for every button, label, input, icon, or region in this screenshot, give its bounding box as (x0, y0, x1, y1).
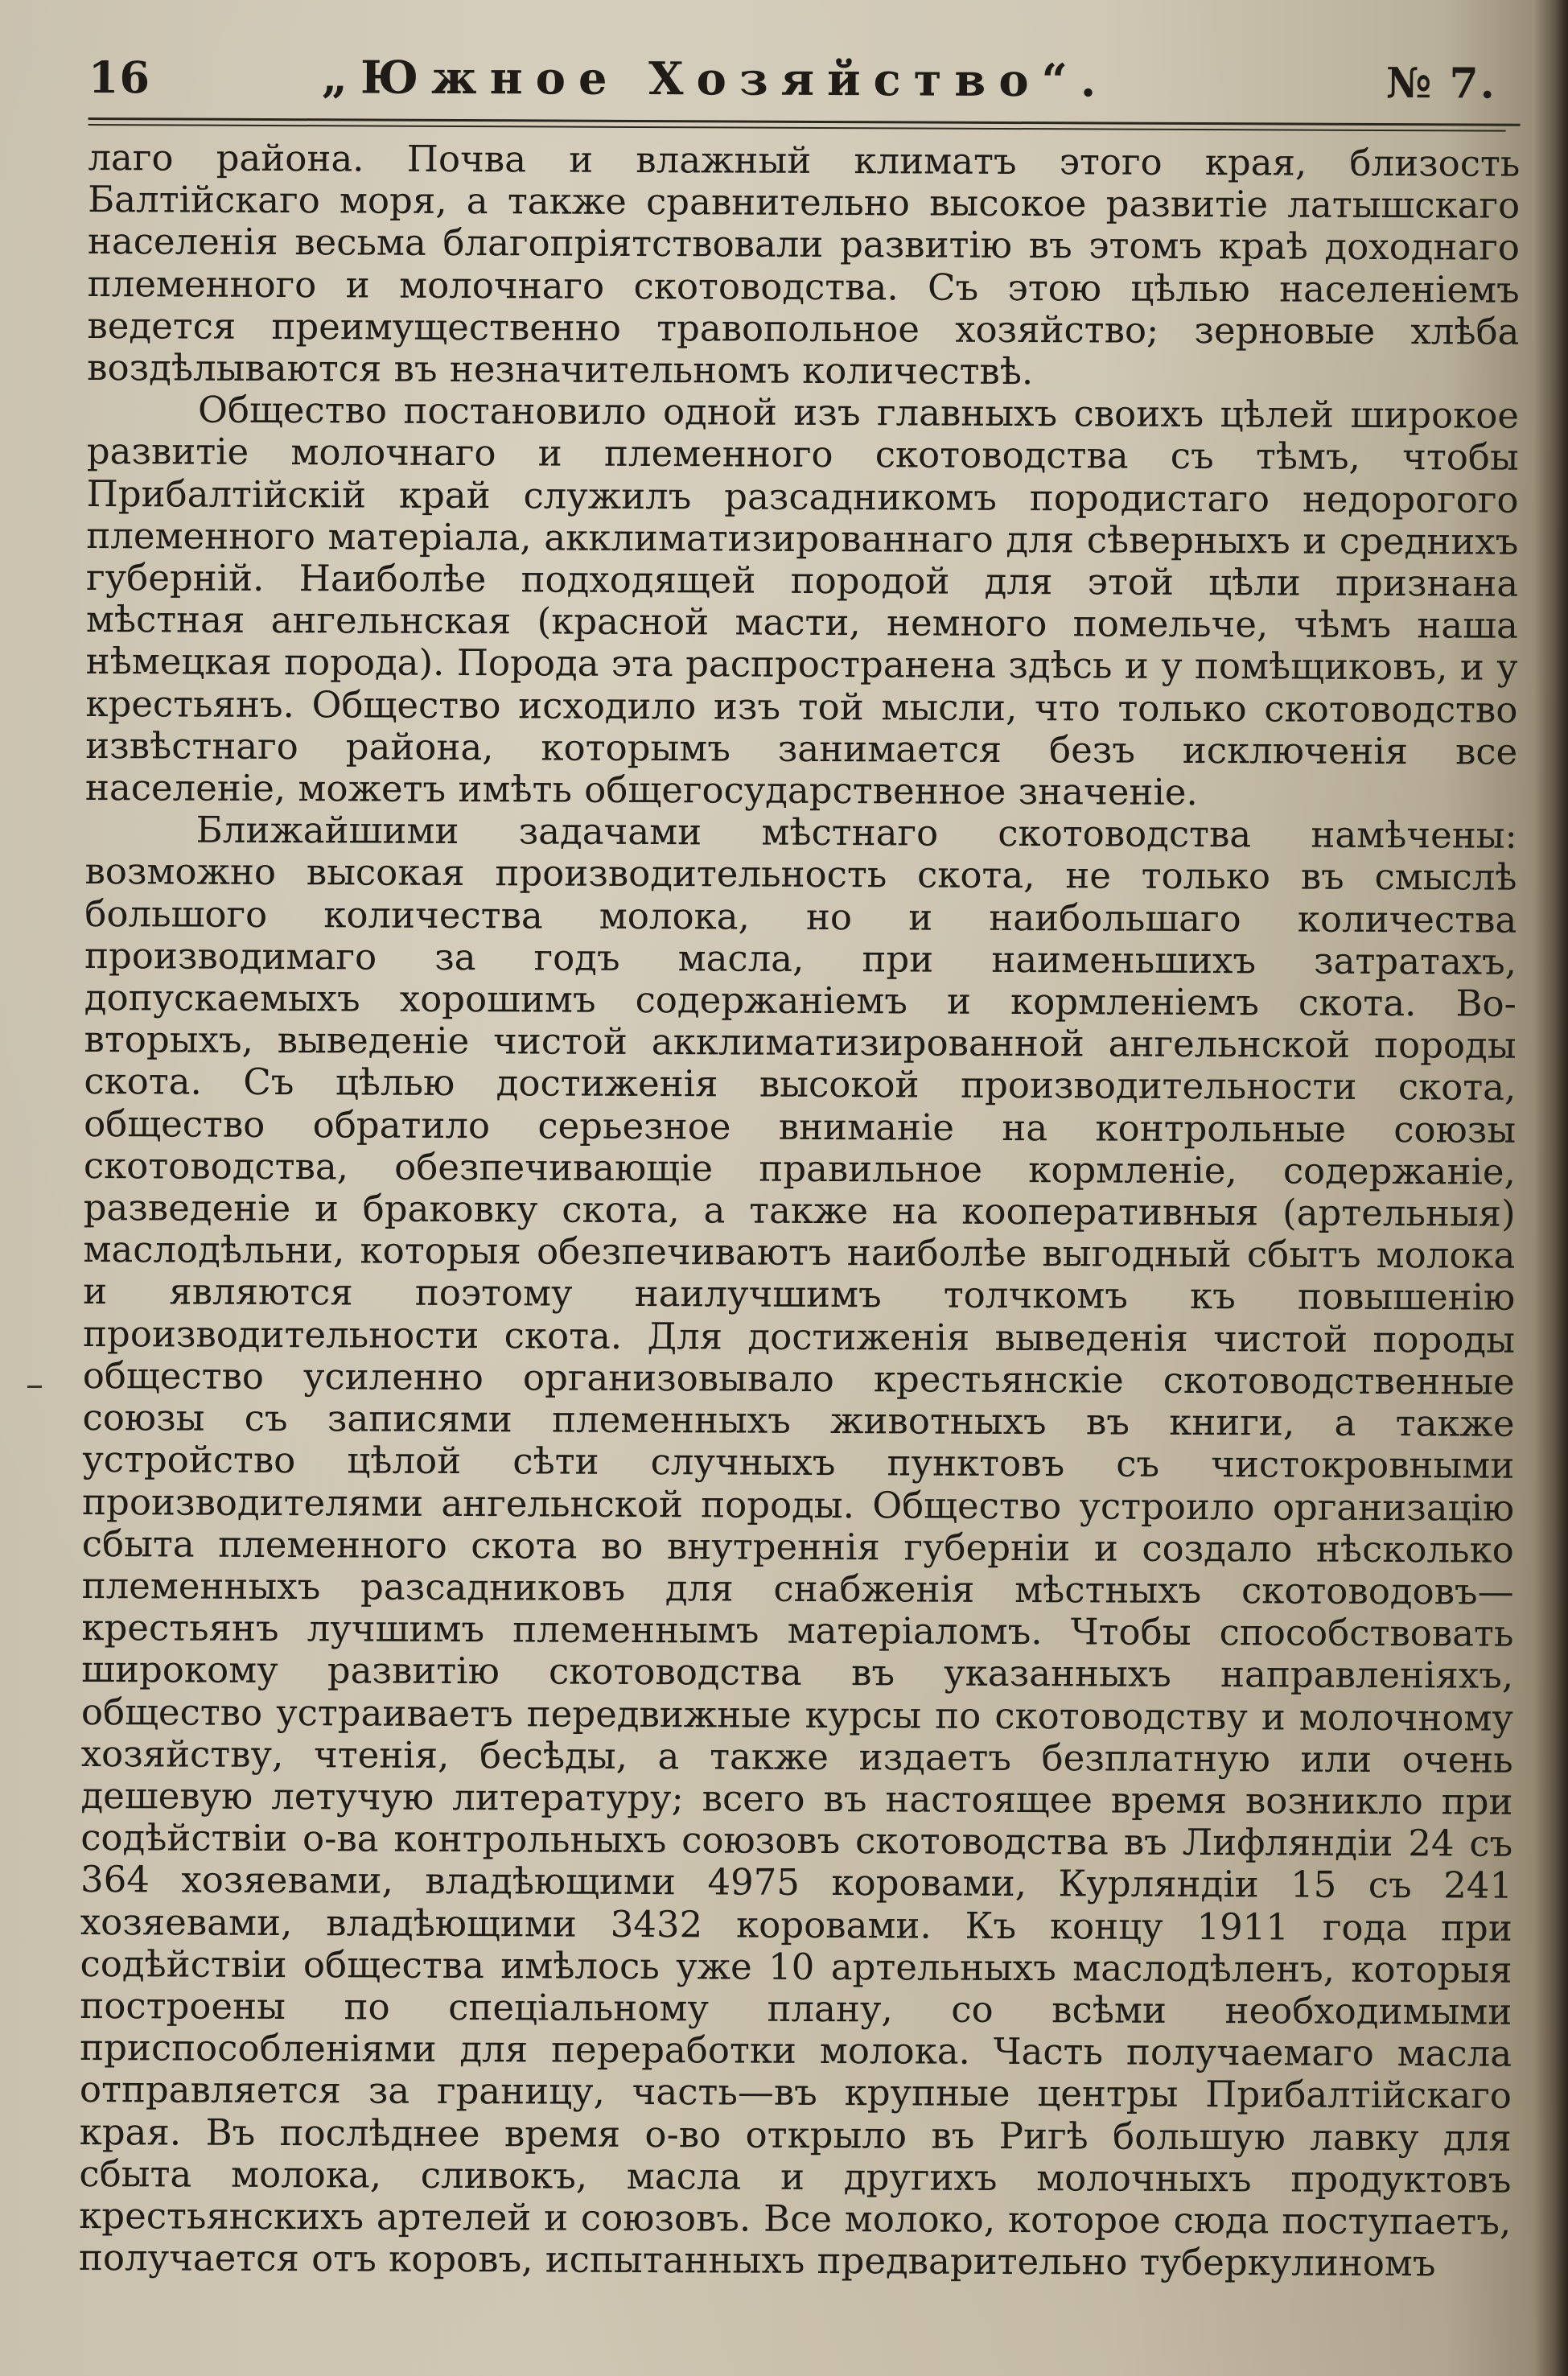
page-edge-shadow (1534, 0, 1568, 2376)
paragraph-continuation: лаго района. Почва и влажный климатъ этого края, близость Балтійскаго моря, а также сравнительно высокое развитіе латышскаго населенія весьма благопріятствовали развитію въ этомъ краѣ доходнаго племенного и молочнаго скотоводства. Съ этою цѣлью населеніемъ ведется преимущественно травопольное хозяйство; зерновые хлѣба воздѣлываются въ незначительномъ количествѣ. (87, 135, 1521, 393)
margin-dash-mark (27, 1386, 42, 1388)
issue-number: № 7. (1385, 59, 1496, 109)
page-number: 16 (88, 51, 151, 104)
paragraph: Общество постановило одной изъ главныхъ своихъ цѣлей широкое развитіе молочнаго и племенного скотоводства съ тѣмъ, чтобы Прибалтійскій край служилъ разсадникомъ породистаго недорогого племенного матеріала, акклиматизированнаго для сѣверныхъ и среднихъ губерній. Наиболѣе подходящей породой для этой цѣли признана мѣстная ангельнская (красной масти, немного помельче, чѣмъ наша нѣмецкая порода). Порода эта распространена здѣсь и у помѣщиковъ, и у крестьянъ. Общество исходило изъ той мысли, что только скотоводство извѣстнаго района, которымъ занимается безъ исключенія все населеніе, можетъ имѣть общегосударственное значеніе. (84, 388, 1520, 814)
paragraph: Ближайшими задачами мѣстнаго скотоводства намѣчены: возможно высокая производительность скота, не только въ смыслѣ большого количества молока, но и наибольшаго количества производимаго за годъ масла, при наименьшихъ затратахъ, допускаемыхъ хорошимъ содержаніемъ и кормленіемъ скота. Во-вторыхъ, выведеніе чистой акклиматизированной ангельнской породы скота. Съ цѣлью достиженія высокой производительности скота, общество обратило серьезное вниманіе на контрольные союзы скотоводства, обезпечивающіе правильное кормленіе, содержаніе, разведеніе и браковку скота, а также на кооперативныя (артельныя) маслодѣльни, которыя обезпечиваютъ наиболѣе выгодный сбытъ молока и являются поэтому наилучшимъ толчкомъ къ повышенію производительности скота. Для достиженія выведенія чистой породы общество усиленно организовывало крестьянскіе скотоводственные союзы съ записями племенныхъ животныхъ въ книги, а также устройство цѣлой сѣти случныхъ пунктовъ съ чистокровными производителями ангельнской породы. Общество устроило организацію сбыта племенного скота во внутреннія губерніи и создало нѣсколько племенныхъ разсадниковъ для снабженія мѣстныхъ скотоводовъ—крестьянъ лучшимъ племеннымъ матеріаломъ. Чтобы способствовать широкому развитію скотоводства въ указанныхъ направленіяхъ, общество устраиваетъ передвижные курсы по скотоводству и молочному хозяйству, чтенія, бесѣды, а также издаетъ безплатную или очень дешевую летучую литературу; всего въ настоящее время возникло при содѣйствіи о-ва контрольныхъ союзовъ скотоводства въ Лифляндіи 24 съ 364 хозяевами, владѣющими 4975 коровами, Курляндіи 15 съ 241 хозяевами, владѣющими 3432 коровами. Къ концу 1911 года при содѣйствіи общества имѣлось уже 10 артельныхъ маслодѣленъ, которыя построены по спеціальному плану, со всѣми необходимыми приспособленіями для переработки молока. Часть получаемаго масла отправляется за границу, часть—въ крупные центры Прибалтійскаго края. Въ послѣднее время о-во открыло въ Ригѣ большую лавку для сбыта молока, сливокъ, масла и другихъ молочныхъ продуктовъ крестьянскихъ артелей и союзовъ. Все молоко, которое сюда поступаетъ, получается отъ коровъ, испытанныхъ предварительно туберкулиномъ (78, 808, 1517, 2285)
magazine-page (79, 45, 1521, 2337)
journal-title: „Южное Хозяйство“. (321, 51, 1109, 108)
article-body (79, 137, 1521, 2285)
running-header (88, 45, 1521, 121)
